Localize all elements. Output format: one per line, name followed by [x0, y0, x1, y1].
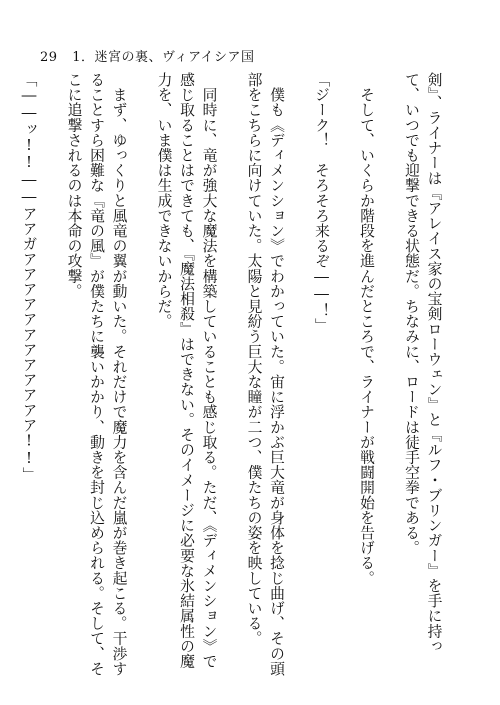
page-number: 29	[40, 50, 58, 65]
vertical-body-text	[20, 72, 467, 682]
dialogue-line: 「――ッ!!――アアガアアアアアアアアアアアア!!」	[20, 72, 38, 483]
running-header	[40, 46, 255, 65]
paragraph: 僕も《ディメンション》でわかっていた。宙に浮かぶ巨大竜が身体を捻じ曲げ、その頭部をこちらに向けていた。太陽と見紛う巨大な瞳が二つ、僕たちの姿を映している。	[245, 72, 285, 676]
chapter-title: 1．迷宮の裏、ヴィアイシア国	[72, 50, 255, 65]
paragraph: そして、いくらか階段を進んだところで、ライナーが戦闘開始を告げる。	[358, 72, 375, 586]
paragraph: まず、ゆっくりと風竜の翼が動いた。それだけで魔力を含んだ嵐が巻き起こる。干渉することすら困難な『竜の風』が僕たちに襲いかかり、動きを封じ込められる。そして、そこに追撃されるのは本命の攻撃。	[65, 72, 128, 676]
dialogue-line: 「ジーク！ そろそろ来るぞ――！」	[313, 72, 330, 334]
paragraph: 剣』、ライナーは『アレイス家の宝剣ローウェン』と『ルフ・ブリンガー』を手に持って、いつでも迎撃できる状態だ。ちなみに、ロードは徒手空拳である。	[403, 72, 443, 654]
paragraph: 同時に、竜が強大な魔法を構築していることも感じ取る。ただ、《ディメンション》で感じ取ることはできても、『魔法相殺』はできない。そのイメージに必要な氷結属性の魔力を、いま僕は生成できないからだ。	[155, 72, 218, 669]
